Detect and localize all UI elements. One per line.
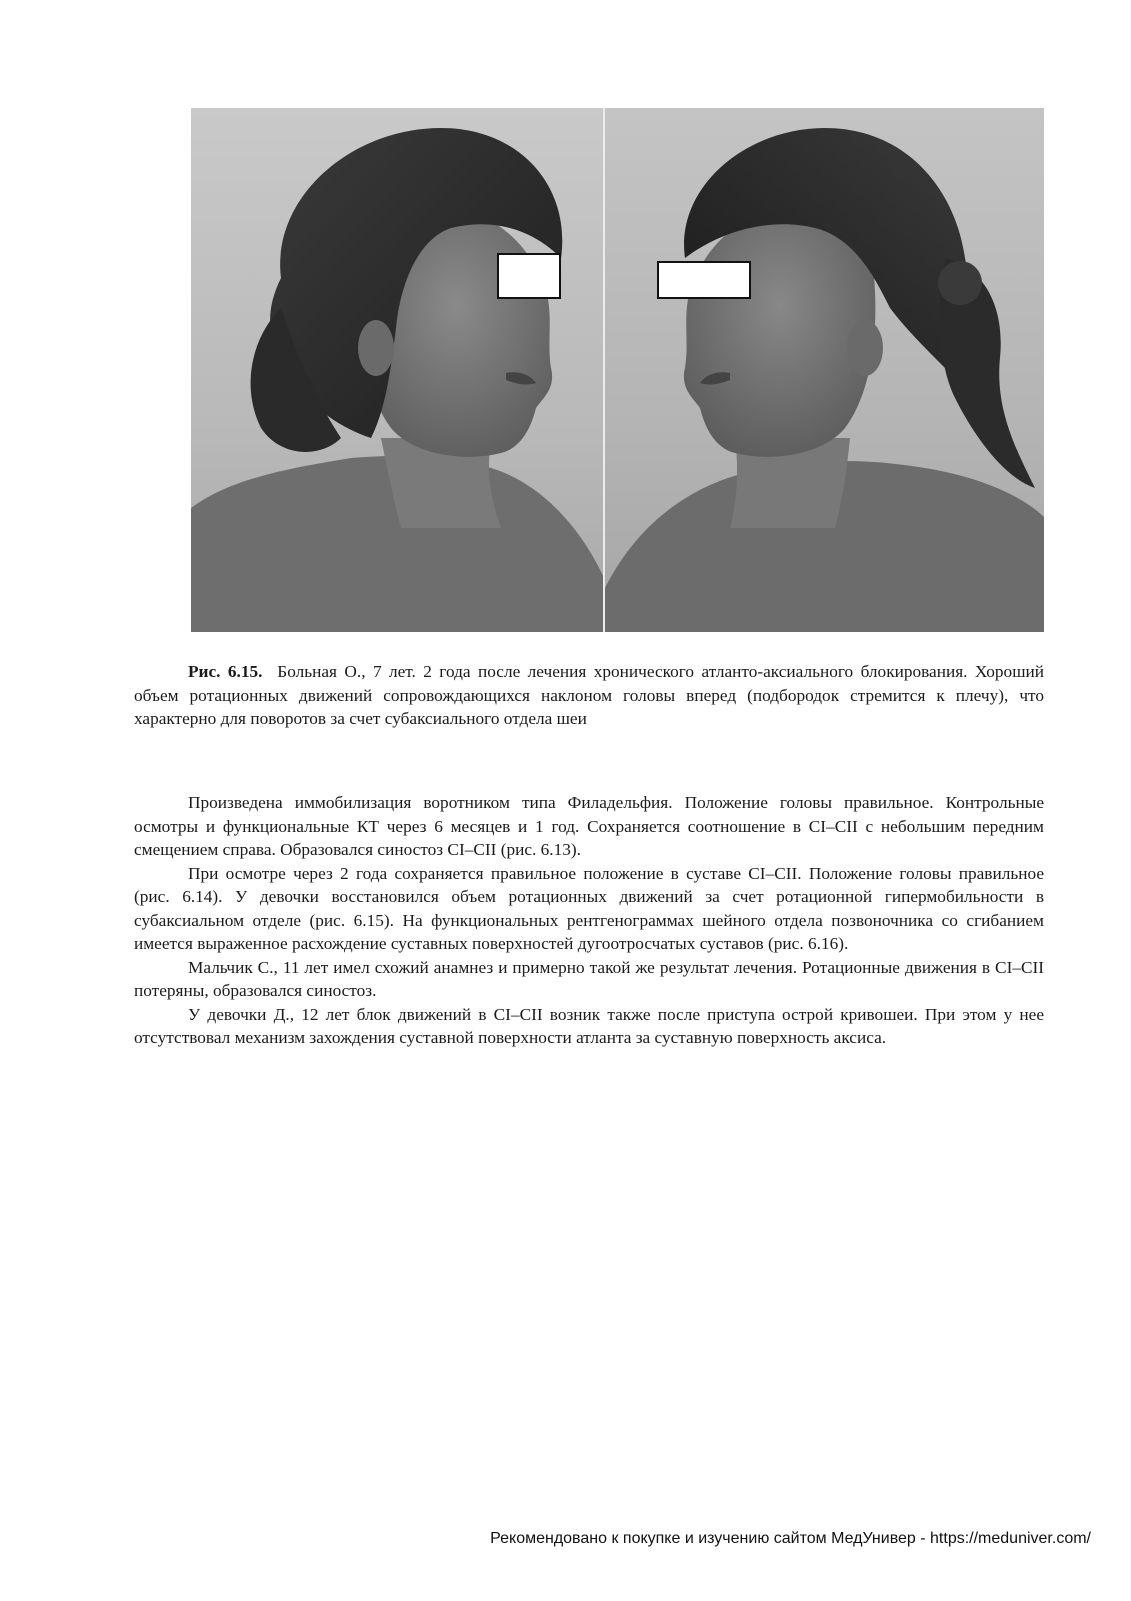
paragraph: При осмотре через 2 года сохраняется правильное положение в суставе CI–CII. Положение головы правильное (рис. 6.14). У девочки восстановился объем ротационных движений за счет ротационной гипермобильности в субаксиальном отделе (рис. 6.15). На функциональных рентгенограммах шейного отдела позвоночника со сгибанием имеется выраженное расхождение суставных поверхностей дугоотросчатых суставов (рис. 6.16). [134, 863, 1044, 953]
eye-censor-bar [657, 261, 751, 299]
photo-right-profile [603, 108, 1044, 632]
figure-caption [134, 660, 1044, 731]
paragraph: Мальчик С., 11 лет имел схожий анамнез и примерно такой же результат лечения. Ротационные движения в CI–CII потеряны, образовался синостоз. [134, 957, 1044, 1000]
paragraph: Произведена иммобилизация воротником типа Филадельфия. Положение головы правильное. Контрольные осмотры и функциональные КТ через 6 месяцев и 1 год. Сохраняется соотношение в CI–CII с небольшим передним смещением справа. Образовался синостоз CI–CII (рис. 6.13). [134, 793, 1044, 859]
caption-label: Рис. 6.15. [188, 662, 263, 681]
caption-text: Больная О., 7 лет. 2 года после лечения хронического атланто-аксиального блокирования. Хороший объем ротационных движений сопровождающихся наклоном головы вперед (подбородок стремится к плечу), что характерно для поворотов за счет субаксиального отдела шеи [134, 662, 1045, 728]
right-profile-image [605, 108, 1044, 632]
paragraph: У девочки Д., 12 лет блок движений в CI–CII возник также после приступа острой кривошеи. При этом у нее отсутствовал механизм захождения суставной поверхности атланта за суставную поверхность аксиса. [134, 1004, 1044, 1047]
eye-censor-bar [497, 253, 561, 299]
footer-recommendation: Рекомендовано к покупке и изучению сайтом МедУнивер - https://meduniver.com/ [490, 1530, 1091, 1547]
photo-left-profile [191, 108, 603, 632]
body-text [134, 791, 1044, 1050]
left-profile-image [191, 108, 603, 632]
figure-6-15 [191, 108, 1044, 632]
